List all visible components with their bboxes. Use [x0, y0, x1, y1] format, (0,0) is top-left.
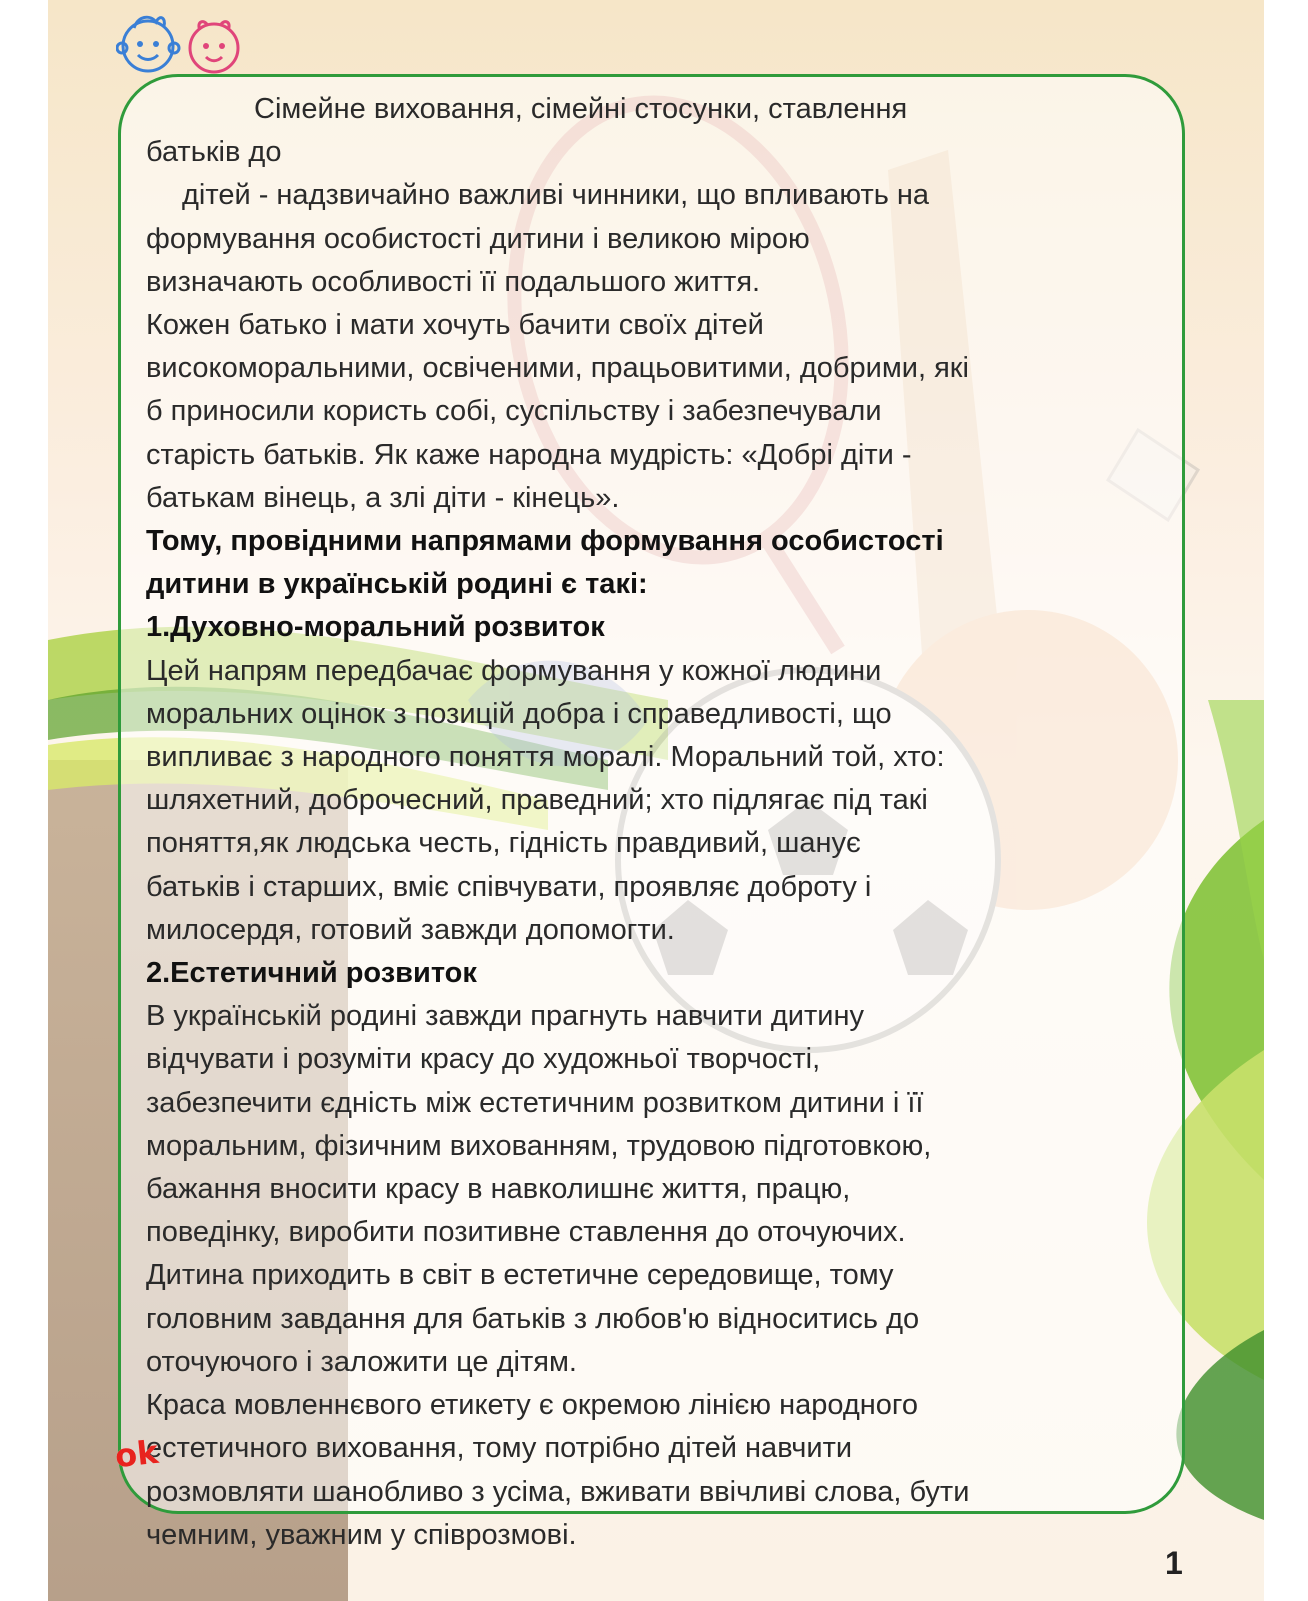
text-line: Цей напрям передбачає формування у кожної людини	[146, 654, 882, 687]
text-line: визначають особливості її подальшого життя.	[146, 265, 761, 298]
girl-face-icon	[190, 22, 238, 72]
text-line: батькам вінець, а злі діти - кінець».	[146, 481, 620, 514]
text-line: естетичного виховання, тому потрібно дітей навчити	[146, 1432, 853, 1465]
text-line: забезпечити єдність між естетичним розвитком дитини і її	[146, 1086, 924, 1119]
text-line: моральних оцінок з позицій добра і справедливості, що	[146, 697, 892, 730]
text-line: головним завдання для батьків з любов'ю відноситись до	[146, 1302, 920, 1335]
text-line: В українській родині завжди прагнуть навчити дитину	[146, 1000, 864, 1033]
text-line: Краса мовленнєвого етикету є окремою лінією народного	[146, 1389, 918, 1422]
text-line: старість батьків. Як каже народна мудрість: «Добрі діти -	[146, 438, 912, 471]
page-number: 1	[1165, 1545, 1183, 1581]
text-line: шляхетний, доброчесний, праведний; хто підлягає під такі	[146, 784, 928, 817]
text-line: відчувати і розуміти красу до художньої творчості,	[146, 1043, 821, 1076]
boy-face-icon	[117, 17, 179, 71]
text-line: батьків і старших, вміє співчувати, проявляє доброту і	[146, 870, 872, 903]
text-line: Кожен батько і мати хочуть бачити своїх дітей	[146, 309, 764, 342]
heading-line: Тому, провідними напрямами формування особистості	[146, 525, 944, 558]
text-line: милосердя, готовий завжди допомогти.	[146, 913, 675, 946]
text-line: поведінку, виробити позитивне ставлення до оточуючих.	[146, 1216, 906, 1249]
heading-line: 2.Естетичний розвиток	[146, 957, 477, 990]
heading-line: дитини в українській родині є такі:	[146, 568, 648, 601]
text-line: розмовляти шанобливо з усіма, вживати ввічливі слова, бути	[146, 1475, 970, 1508]
heading-line: 1.Духовно-моральний розвиток	[146, 611, 605, 644]
ok-badge: ok	[113, 1432, 161, 1476]
text-line: б приносили користь собі, суспільству і забезпечували	[146, 395, 882, 428]
document-body	[146, 88, 1166, 1557]
text-line: оточуючого і заложити це дітям.	[146, 1345, 577, 1378]
text-line: формування особистості дитини і великою мірою	[146, 222, 810, 255]
text-line: бажання вносити красу в навколишнє життя, працю,	[146, 1173, 851, 1206]
text-line: Дитина приходить в світ в естетичне середовище, тому	[146, 1259, 894, 1292]
text-line: високоморальними, освіченими, працьовитими, добрими, які	[146, 352, 969, 385]
text-line: дітей - надзвичайно важливі чинники, що впливають на	[182, 179, 930, 212]
text-line: випливає з народного поняття моралі. Моральний той, хто:	[146, 741, 945, 774]
logo	[116, 8, 246, 78]
text-line: Сімейне виховання, сімейні стосунки, ставлення	[254, 93, 908, 125]
text-line: батьків до	[146, 136, 282, 169]
text-line: моральним, фізичним вихованням, трудовою підготовкою,	[146, 1129, 932, 1162]
text-line: чемним, уважним у співрозмові.	[146, 1518, 577, 1551]
text-line: поняття,як людська честь, гідність правдивий, шанує	[146, 827, 861, 860]
